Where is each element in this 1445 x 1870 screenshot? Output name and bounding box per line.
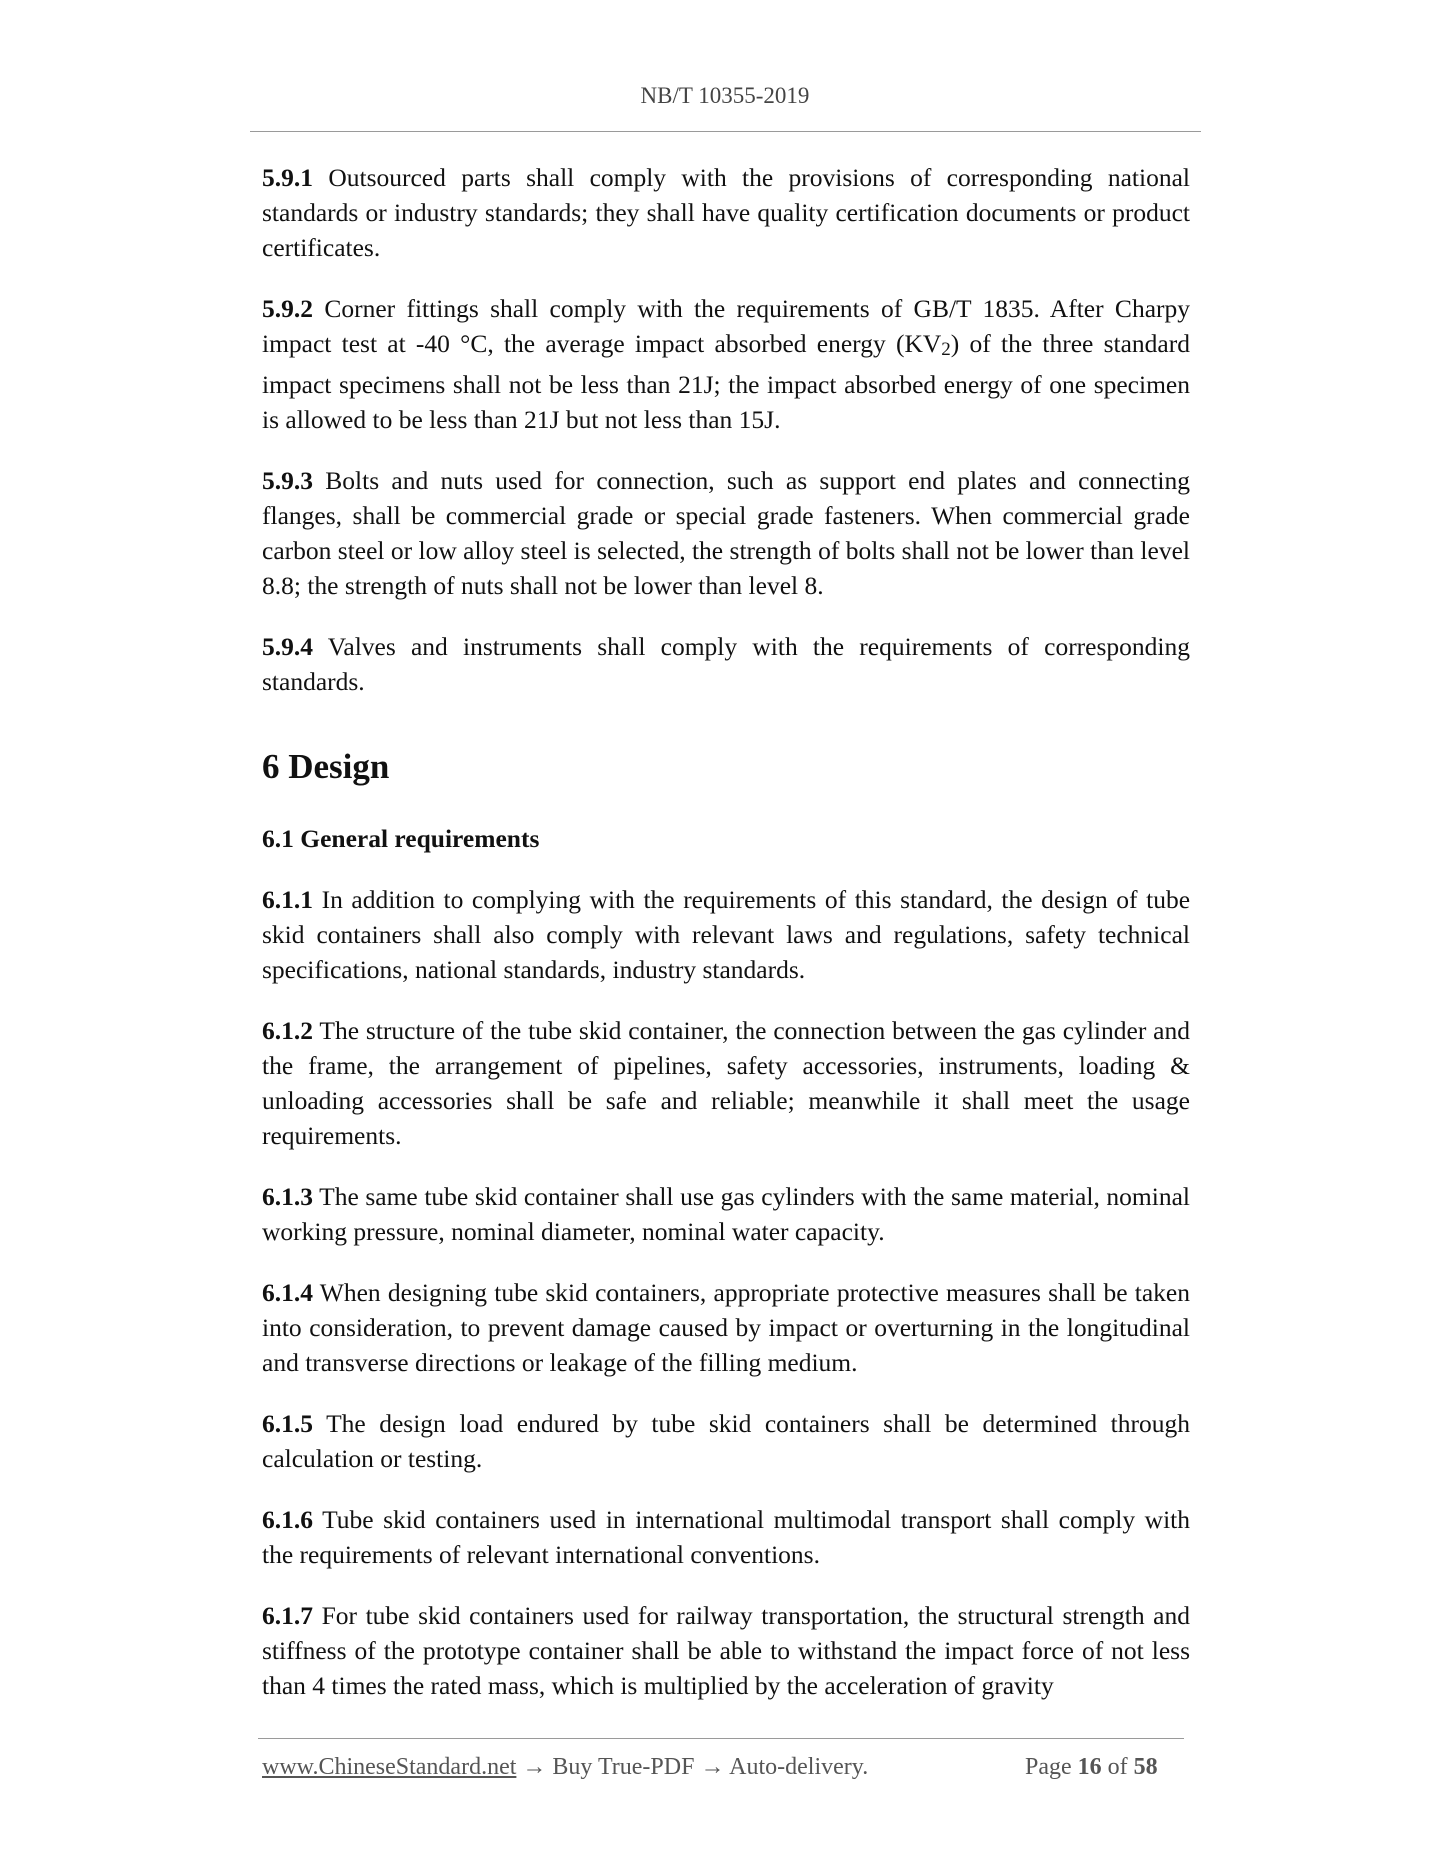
clause-text: For tube skid containers used for railway transportation, the structural strength and stiffness of the prototype container shall be able to withstand the impact force of not less than 4 times the rated mass, which is multiplied by the acceleration of gravity — [262, 1601, 1191, 1700]
clause-text: Valves and instruments shall comply with the requirements of corresponding standards. — [262, 632, 1191, 696]
of-label: of — [1107, 1754, 1128, 1780]
arrow-icon: → — [522, 1754, 547, 1780]
page-label: Page — [1025, 1754, 1072, 1780]
clause-5-9-4 — [262, 629, 1190, 699]
clause-text: Corner fittings shall comply with the requirements of GB/T 1835. After Charpy impact test at -40 °C, the average impact absorbed energy (KV — [262, 294, 1191, 358]
footer-divider — [258, 1738, 1184, 1739]
clause-text: The design load endured by tube skid containers shall be determined through calculation or testing. — [262, 1409, 1190, 1473]
clause-number: 6.1.2 — [262, 1016, 313, 1045]
arrow-icon: → — [700, 1754, 725, 1780]
clause-number: 6.1.5 — [262, 1409, 313, 1438]
subscript: 2 — [941, 339, 951, 360]
clause-6-1-5 — [262, 1406, 1190, 1476]
clause-6-1-7 — [262, 1598, 1190, 1703]
clause-5-9-1 — [262, 160, 1190, 265]
page-content — [262, 160, 1190, 1729]
clause-number: 6.1.6 — [262, 1505, 313, 1534]
clause-number: 5.9.4 — [262, 632, 313, 661]
page-indicator — [1025, 1754, 1158, 1781]
clause-number: 6.1.1 — [262, 885, 313, 914]
clause-6-1-4 — [262, 1275, 1190, 1380]
clause-number: 6.1.3 — [262, 1182, 313, 1211]
website-link[interactable]: www.ChineseStandard.net — [262, 1754, 517, 1780]
clause-number: 5.9.3 — [262, 466, 313, 495]
clause-number: 6.1.7 — [262, 1601, 313, 1630]
clause-text: The structure of the tube skid container, the connection between the gas cylinder and the frame, the arrangement of pipelines, safety accessories, instruments, loading & unloading accessories shall be safe and reliable; meanwhile it shall meet the usage requirements. — [262, 1016, 1190, 1150]
clause-text: The same tube skid container shall use gas cylinders with the same material, nominal working pressure, nominal diameter, nominal water capacity. — [262, 1182, 1190, 1246]
delivery-text: Auto-delivery. — [729, 1754, 869, 1780]
chapter-heading: 6 Design — [262, 747, 390, 786]
clause-number: 5.9.2 — [262, 294, 313, 323]
clause-5-9-2 — [262, 291, 1190, 437]
document-header: NB/T 10355-2019 — [640, 83, 810, 108]
clause-text-cont: ) of the three standard impact specimens shall not be less than 21J; the impact absorbed energy of one specimen is allowed to be less than 21J but not less than 15J. — [262, 329, 1190, 434]
clause-6-1-6 — [262, 1502, 1190, 1572]
page-total: 58 — [1133, 1754, 1158, 1780]
clause-number: 5.9.1 — [262, 163, 313, 192]
clause-6-1-2 — [262, 1013, 1190, 1153]
buy-text: Buy True-PDF — [552, 1754, 695, 1780]
clause-text: When designing tube skid containers, appropriate protective measures shall be taken into consideration, to prevent damage caused by impact or overturning in the longitudinal and transverse directions or leakage of the filling medium. — [262, 1278, 1190, 1377]
section-heading: 6.1 General requirements — [262, 824, 540, 853]
clause-5-9-3 — [262, 463, 1190, 603]
clause-6-1-1 — [262, 882, 1190, 987]
clause-6-1-3 — [262, 1179, 1190, 1249]
clause-text: Bolts and nuts used for connection, such as support end plates and connecting flanges, shall be commercial grade or special grade fasteners. When commercial grade carbon steel or low alloy steel is selected, the strength of bolts shall not be lower than level 8.8; the strength of nuts shall not be lower than level 8. — [262, 466, 1191, 600]
footer-promo — [262, 1754, 868, 1781]
page-number: 16 — [1077, 1754, 1102, 1780]
clause-text: Tube skid containers used in international multimodal transport shall comply with the requirements of relevant international conventions. — [262, 1505, 1190, 1569]
header-divider — [250, 131, 1201, 132]
clause-number: 6.1.4 — [262, 1278, 313, 1307]
clause-text: In addition to complying with the requirements of this standard, the design of tube skid containers shall also comply with relevant laws and regulations, safety technical specifications, national standards, industry standards. — [262, 885, 1191, 984]
clause-text: Outsourced parts shall comply with the provisions of corresponding national standards or industry standards; they shall have quality certification documents or product certificates. — [262, 163, 1190, 262]
